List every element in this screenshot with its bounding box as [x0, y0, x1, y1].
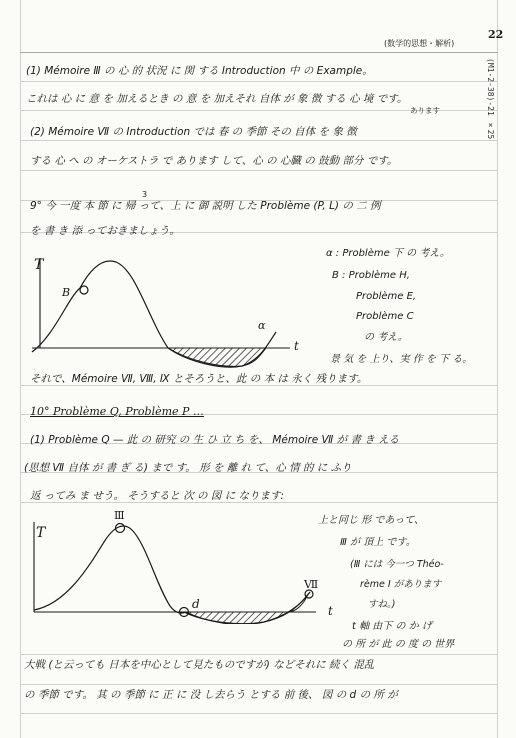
- paragraph-3-line-2: を 書 き 添 っておきましょう。: [30, 225, 180, 237]
- figure-2-note-2: Ⅲ が 頂上 です。: [340, 537, 416, 548]
- figure-2-t-label: t: [328, 604, 333, 618]
- figure-1-point-label: B: [62, 286, 71, 299]
- paragraph-2-line-1: (2) Mémoire Ⅶ の Introduction では 春 の 季節 その 自体 を 象 徴: [30, 126, 357, 138]
- paragraph-4: それで、Mémoire Ⅶ, Ⅷ, Ⅸ とそろうと、此 の 本 は 永く 残ります。: [30, 373, 368, 385]
- figure-2-y-label: T: [36, 525, 46, 541]
- figure-2-note-6: t 軸 由下 の か げ: [352, 621, 432, 632]
- figure-2-peak-label: Ⅲ: [114, 509, 125, 522]
- figure-2-curve: [34, 526, 310, 624]
- figure-1-y-label: T: [34, 257, 44, 273]
- paragraph-5-line-1: (1) Problème Q — 此 の 研究 の 生 ひ 立 ち を、 Mémoire Ⅶ が 書 き える: [30, 434, 400, 446]
- caret-insertion: 3: [142, 190, 148, 199]
- page-number: 22: [488, 28, 504, 41]
- paragraph-3-line-1: 9° 今 一度 本 節 に 帰 って、上 に 御 説明 した Problème (P, L) の 二 例: [30, 200, 381, 212]
- paragraph-5-line-2: (思想 Ⅶ 自体 が 書 ぎ る) まで す。 形 を 離 れ て、心 情 的 に ふり: [24, 462, 352, 474]
- paragraph-2-line-2: する 心 へ の オーケストラ で あります して、心 の 心臓 の 鼓動 部分 です。: [30, 155, 398, 167]
- paragraph-1-line-2: これは 心 に 意 を 加えるとき の 意 を 加えそれ 自体 が 象 徴 する 心 境 です。: [26, 93, 408, 105]
- figure-1-legend-3: Problème E,: [356, 291, 417, 302]
- figure-2-note-5: すね。): [368, 599, 396, 610]
- figure-2-note-4: rème Ⅰ があります: [360, 579, 442, 590]
- figure-2-note-3: (Ⅲ には 今一つ Théo-: [350, 559, 444, 570]
- ruled-line: [20, 654, 498, 655]
- ruled-line: [20, 170, 498, 171]
- figure-1-t-label: t: [294, 339, 299, 353]
- figure-2-graph: [26, 508, 326, 624]
- figure-1-hatched-region: [168, 348, 266, 366]
- figure-1-legend-4: Problème C: [356, 311, 414, 322]
- paragraph-1-note: あります: [410, 106, 440, 115]
- figure-1-tail-label: α: [258, 319, 266, 332]
- figure-1-legend-6: 景 気 を 上り、実 作 を 下 る。: [330, 354, 473, 365]
- figure-2-note-7: の 所 が 此 の 度 の 世界: [342, 639, 455, 650]
- ruled-line: [20, 81, 498, 82]
- header-label: (数学的思想・解析): [384, 39, 455, 48]
- figure-2-d-label: d: [192, 597, 200, 611]
- ruled-line: [20, 684, 498, 685]
- margin-note: (M1-2-38)-21 ×25: [486, 58, 495, 140]
- ruled-line: [20, 52, 498, 53]
- figure-2-note-1: 上と同じ 形 であって、: [318, 515, 425, 526]
- paragraph-6-line-1: 大戦 (と云っても 日本を中心として見たものですが) などそれに 続く 混乱: [24, 659, 375, 671]
- figure-1-legend-5: の 考え。: [364, 332, 408, 343]
- ruled-line: [20, 140, 498, 141]
- figure-1-legend-1: α : Problème 下 の 考え。: [326, 248, 450, 259]
- figure-1-legend-2: B : Problème H,: [332, 270, 410, 281]
- section-title: 10° Problème Q, Problème P …: [30, 405, 204, 418]
- paragraph-6-line-2: の 季節 です。 其 の 季節 に 正 に 没 し去らう とする 前 後、 図 の d の 所 が: [24, 689, 398, 701]
- figure-2-end-label: Ⅶ: [304, 578, 319, 591]
- ruled-line: [20, 502, 498, 503]
- ruled-line: [20, 385, 498, 386]
- paragraph-5-line-3: 返 ってみ ま せう。 そうすると 次 の 図 に なります:: [30, 490, 285, 502]
- paragraph-1-line-1: (1) Mémoire Ⅲ の 心 的 状況 に 関 する Introduction 中 の Example。: [26, 65, 373, 77]
- figure-1-graph: [28, 248, 320, 374]
- figure-1-point-b: [80, 286, 88, 294]
- ruled-line: [20, 713, 498, 714]
